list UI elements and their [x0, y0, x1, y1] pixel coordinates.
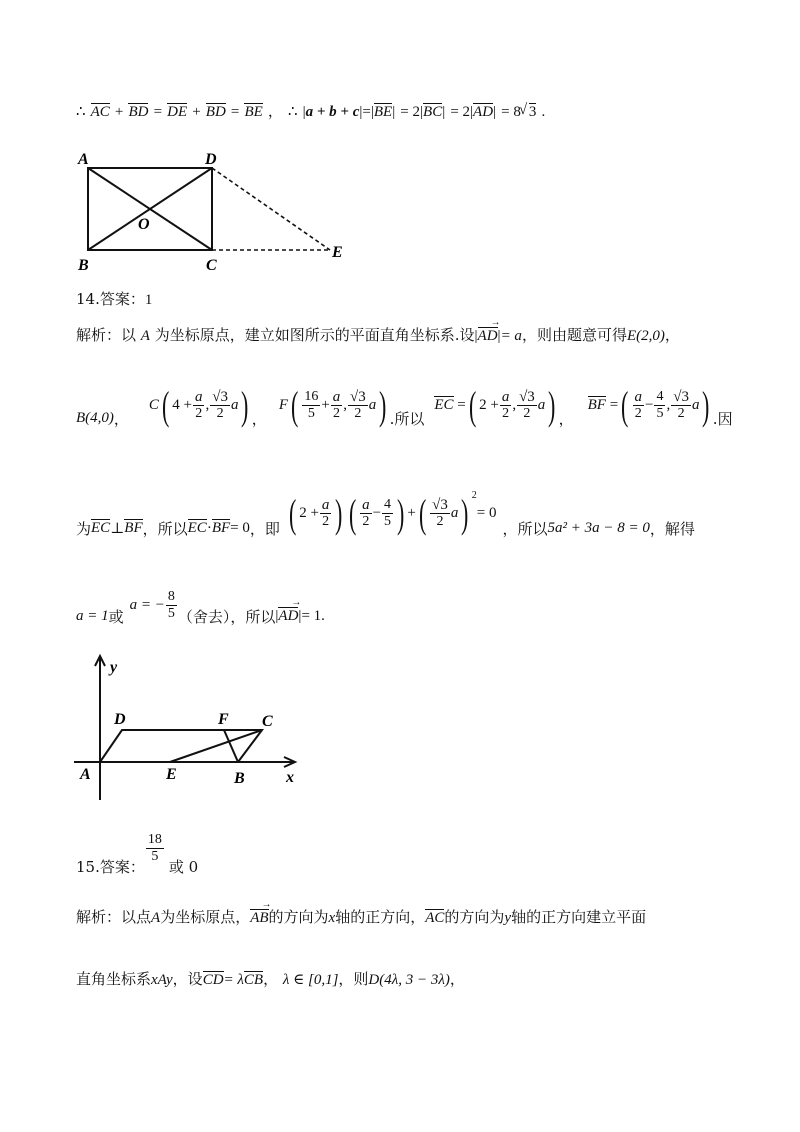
- label-y: y: [110, 659, 118, 676]
- vector-AC: AC: [90, 104, 110, 120]
- label-B: B: [78, 257, 89, 274]
- label-E: E: [332, 244, 343, 261]
- label-x: x: [286, 769, 294, 786]
- q15-answer: 15.答案： $\frac{18}{5}$ 或 0: [76, 832, 199, 876]
- vector-BD-2: BD: [205, 104, 226, 120]
- label-F: F: [218, 711, 229, 728]
- label-E: E: [166, 766, 177, 783]
- label-C: C: [206, 257, 217, 274]
- label-D: D: [114, 711, 126, 728]
- q14-coordinates-line: B(4,0) ， C ( 4 + $\frac{a}{2}$ , $\frac{√3}{2}$ a ) ， F ( $\frac{16}{5}$ + $\frac{a}{2}$ , $\frac{√3}{2}$ a ) .所以 EC = ( 2 + $\frac{a}{2}$ , $\frac{√3}{2}$ a ) ， BF = ( $\frac{a}{2}$ − $\frac{4}{5}$ , $\frac{√3}{2}$ a ) .因: [76, 382, 733, 428]
- label-O: O: [138, 216, 150, 233]
- lambda-range: λ ∈ [0,1]: [282, 972, 339, 988]
- q15-analysis-line1: 解析：以点A为坐标原点，AB →的方向为x轴的正方向，AC的方向为y轴的正方向建立平面: [76, 906, 646, 927]
- vector-DE: DE: [167, 104, 188, 120]
- label-A: A: [78, 151, 89, 168]
- q14-answer: 14.答案：1: [76, 290, 153, 308]
- vector-BE: BE: [244, 104, 263, 120]
- label-A: A: [80, 766, 91, 783]
- q14-solution-line: a = 1 或 a = − $\frac{8}{5}$ （舍去），所以 | AD → | = 1 .: [76, 584, 325, 627]
- segment-FB: [224, 730, 238, 762]
- vector-AC-q15: AC: [425, 910, 445, 926]
- sqrt-3: 3: [528, 104, 537, 120]
- vector-BC: BC: [423, 104, 443, 120]
- point-E: E(2,0): [626, 328, 665, 344]
- point-B: B(4,0): [76, 410, 114, 426]
- vector-BD: BD: [128, 104, 149, 120]
- vector-AD-q14: AD →: [478, 328, 498, 345]
- formula-line-1: ∴ AC + BD = DE + BD = BE ， ∴ |a + b + c|=|BE| = 2|BC| = 2|AD| = 8√ 3 .: [76, 100, 545, 122]
- dashed-DE: [212, 168, 330, 250]
- rectangle-figure: [72, 146, 362, 276]
- label-B: B: [234, 770, 245, 787]
- label-C: C: [262, 713, 273, 730]
- vector-AB: AB →: [250, 910, 268, 927]
- point-D: D(4λ, 3 − 3λ): [368, 972, 450, 988]
- q15-analysis-line2: 直角坐标系xAy，设CD= λCB， λ ∈ [0,1]，则D(4λ, 3 − 3λ)，: [76, 970, 465, 988]
- vector-CD: CD: [202, 972, 224, 988]
- segment-EC: [170, 730, 262, 762]
- sum-abc: a + b + c: [305, 104, 360, 120]
- q14-perpendicular-line: 为 EC ⊥ BF ，所以 EC · BF = 0 ，即 ( 2 + $\frac{a}{2}$ ) ( $\frac{a}{2}$ − $\frac{4}{5}$ ) + ( $\frac{√3}{2}$ a ) 2 = 0 ，所以 5a² + 3a − 8 = 0 ，解得: [76, 490, 695, 538]
- coordinate-figure: [74, 652, 314, 802]
- vector-CB: CB: [243, 972, 264, 988]
- answer-denominator: 5: [151, 849, 159, 864]
- q14-analysis-line1: 解析：以 A 为坐标原点，建立如图所示的平面直角坐标系.设|AD →|= a，则由题意可得E(2,0)，: [76, 324, 680, 345]
- vector-EC: EC: [91, 520, 111, 536]
- vector-BF: BF: [124, 520, 143, 536]
- answer-numerator: 18: [147, 832, 162, 847]
- label-D: D: [205, 151, 217, 168]
- quadratic-equation: 5a² + 3a − 8 = 0: [547, 520, 650, 536]
- vector-BE-2: BE: [373, 104, 393, 120]
- vector-AD: AD: [473, 104, 494, 120]
- solution-a-1: a = 1: [76, 608, 109, 624]
